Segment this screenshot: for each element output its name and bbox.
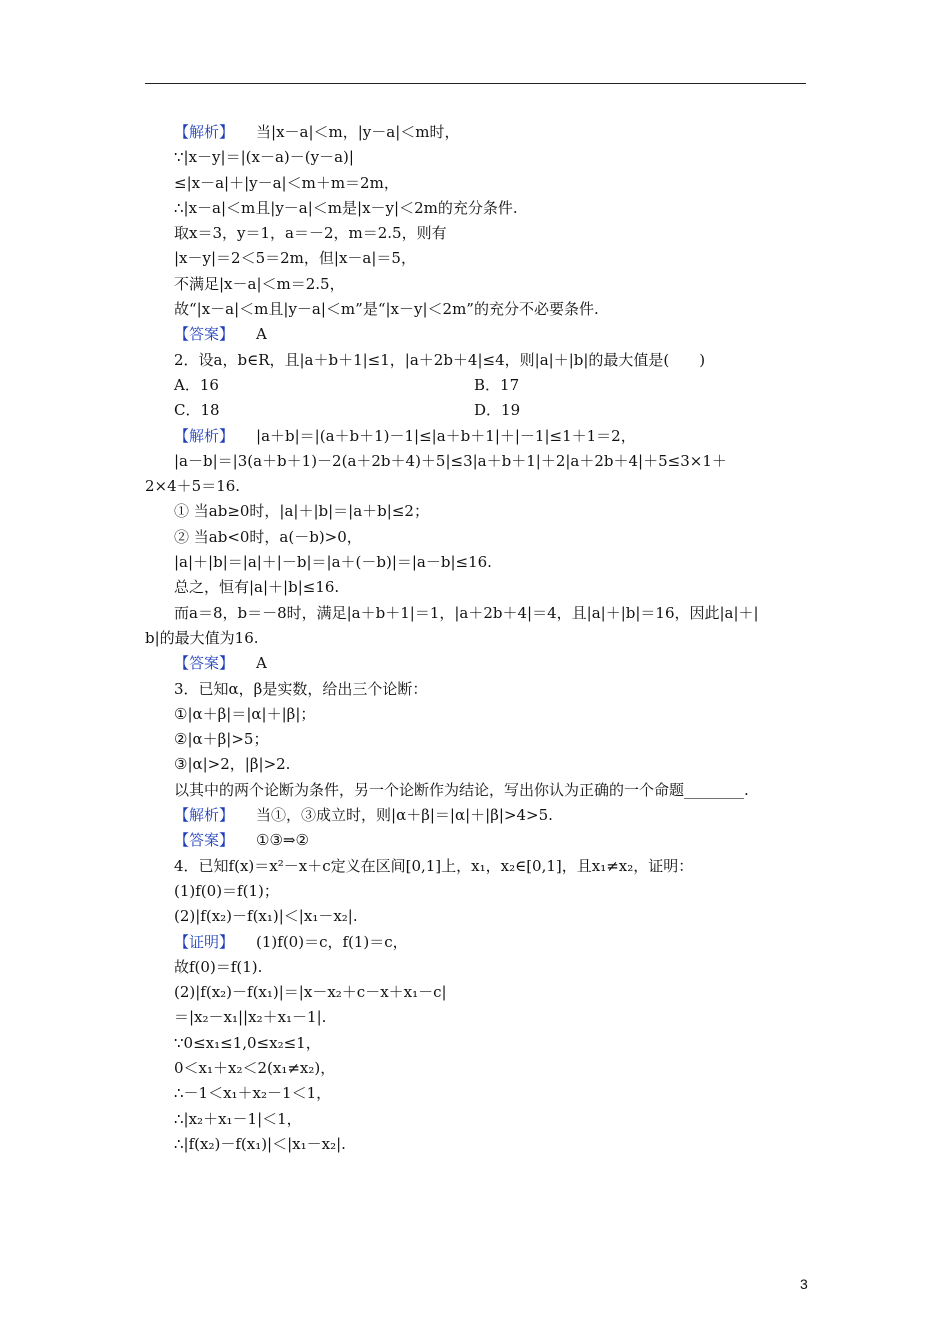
answer-tag: 【答案】 — [174, 654, 235, 673]
text-line: 【答案】 A — [174, 654, 267, 673]
text-line: 【解析】 当①，③成立时，则|α＋β|＝|α|＋|β|>4>5. — [174, 806, 553, 825]
text-line: ∴|x₂＋x₁－1|＜1， — [174, 1109, 302, 1128]
options-row — [145, 373, 810, 398]
text-line: 以其中的两个论断为条件，另一个论断作为结论，写出你认为正确的一个命题________. — [174, 780, 749, 799]
text-line: 【解析】 |a＋b|＝|(a＋b＋1)－1|≤|a＋b＋1|＋|－1|≤1＋1＝2， — [174, 426, 636, 445]
answer-tag: 【答案】 — [174, 325, 235, 344]
text-line: ＝|x₂－x₁||x₂＋x₁－1|. — [174, 1008, 327, 1027]
text-line: ② 当ab<0时，a(－b)>0， — [174, 527, 362, 546]
analysis-tag: 【解析】 — [174, 806, 235, 825]
text-line: ① 当ab≥0时，|a|＋|b|＝|a＋b|≤2； — [174, 502, 429, 521]
text-line: 0＜x₁＋x₂＜2(x₁≠x₂)， — [174, 1058, 336, 1077]
question-4: 4．已知f(x)＝x²－x＋c定义在区间[0,1]上，x₁，x₂∈[0,1]，且x₁≠x₂，证明： — [174, 856, 694, 875]
text-line: ∵|x－y|＝|(x－a)－(y－a)| — [174, 148, 354, 167]
document-body — [145, 120, 810, 1157]
text-line: (2)|f(x₂)－f(x₁)|＝|x－x₂＋c－x＋x₁－c| — [174, 983, 447, 1002]
question-3: 3．已知α，β是实数，给出三个论断： — [174, 679, 428, 698]
text-line: ∵0≤x₁≤1,0≤x₂≤1， — [174, 1033, 321, 1052]
proof-tag: 【证明】 — [174, 932, 235, 951]
text-line: (2)|f(x₂)－f(x₁)|＜|x₁－x₂|. — [174, 907, 358, 926]
question-2: 2．设a，b∈R，且|a＋b＋1|≤1，|a＋2b＋4|≤4，则|a|＋|b|的最大值是( ) — [174, 350, 706, 369]
text-line: ∴－1＜x₁＋x₂－1＜1， — [174, 1084, 332, 1103]
text-line: |a|＋|b|＝|a|＋|－b|＝|a＋(－b)|＝|a－b|≤16. — [174, 553, 492, 572]
text-line: 【解析】 当|x－a|＜m，|y－a|＜m时， — [174, 123, 460, 141]
text-line: ①|α＋β|＝|α|＋|β|； — [174, 704, 316, 723]
header-rule — [145, 83, 806, 84]
text-line: ∴|f(x₂)－f(x₁)|＜|x₁－x₂|. — [174, 1134, 346, 1153]
text-line: 取x＝3，y＝1，a＝－2，m＝2.5，则有 — [174, 224, 447, 243]
text-line: ≤|x－a|＋|y－a|＜m＋m＝2m， — [174, 173, 399, 192]
options-row — [145, 398, 810, 423]
text-line: |x－y|＝2＜5＝2m，但|x－a|＝5， — [174, 249, 416, 268]
text-line: ∴|x－a|＜m且|y－a|＜m是|x－y|＜2m的充分条件. — [174, 198, 518, 217]
text-line: 不满足|x－a|＜m＝2.5， — [174, 274, 345, 293]
option-a: A．16 — [174, 375, 219, 394]
text-line: ③|α|>2，|β|>2. — [174, 755, 291, 774]
text-line: 2×4＋5＝16. — [145, 477, 241, 496]
option-c: C．18 — [174, 401, 220, 420]
text-line: 总之，恒有|a|＋|b|≤16. — [174, 578, 340, 597]
text-line: 故“|x－a|＜m且|y－a|＜m”是“|x－y|＜2m”的充分不必要条件. — [174, 300, 599, 319]
text-line: 故f(0)＝f(1). — [174, 957, 263, 976]
option-d: D．19 — [474, 401, 521, 420]
text-line: ②|α＋β|>5； — [174, 730, 269, 749]
analysis-tag: 【解析】 — [174, 426, 235, 445]
text-line: (1)f(0)＝f(1)； — [174, 881, 279, 900]
text-line: |a－b|＝|3(a＋b＋1)－2(a＋2b＋4)＋5|≤3|a＋b＋1|＋2|a＋2b＋4|＋5≤3×1＋ — [174, 451, 727, 470]
text-line: 【证明】 (1)f(0)＝c，f(1)＝c， — [174, 932, 408, 951]
page-number: 3 — [800, 1276, 808, 1292]
option-b: B．17 — [474, 375, 520, 394]
answer-tag: 【答案】 — [174, 831, 235, 850]
analysis-tag: 【解析】 — [174, 123, 235, 141]
text-line: 而a＝8，b＝－8时，满足|a＋b＋1|＝1，|a＋2b＋4|＝4，且|a|＋|b|＝16，因此|a|＋| — [174, 603, 759, 622]
text-line: 【答案】 A — [174, 325, 267, 344]
text-line: b|的最大值为16. — [145, 628, 259, 647]
text-line: 【答案】 ①③⇒② — [174, 831, 309, 850]
